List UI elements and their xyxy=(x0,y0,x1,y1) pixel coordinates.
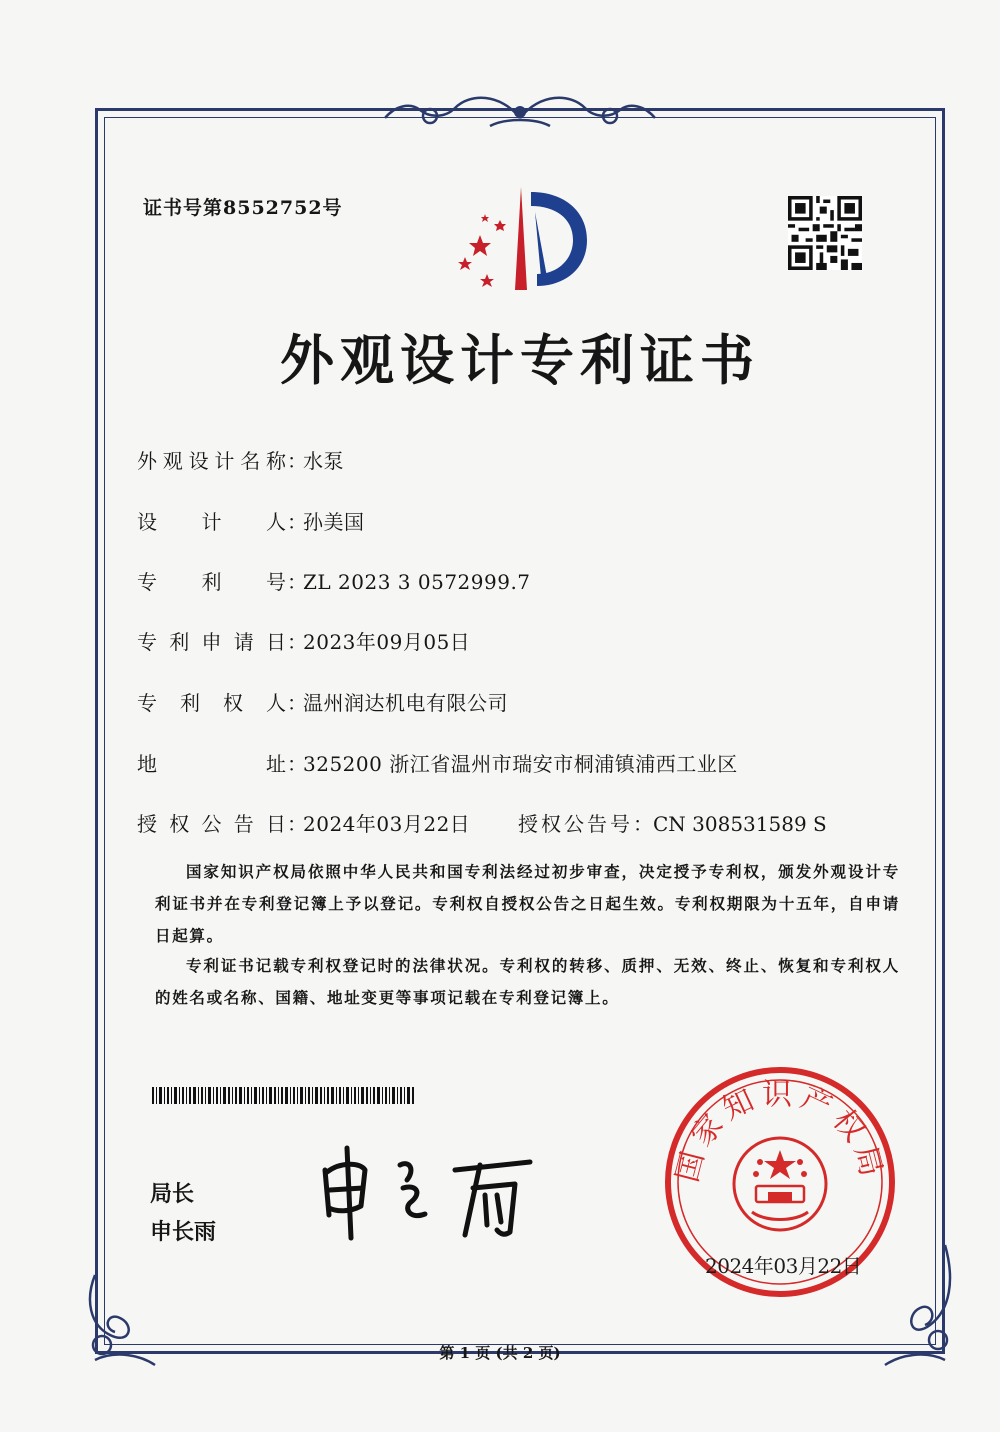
seal-text: 国家知识产权局 xyxy=(669,1077,891,1186)
field-value: 2024年03月22日 xyxy=(303,812,471,836)
signatory-role: 局长 xyxy=(150,1181,195,1207)
seal-date: 2024年03月22日 xyxy=(705,1254,862,1278)
field-label: 设计人 xyxy=(137,510,287,534)
page-indicator: 第 1 页 (共 2 页) xyxy=(439,1344,561,1362)
field-label: 外观设计名称 xyxy=(137,449,287,473)
field-value: 2023年09月05日 xyxy=(303,630,471,654)
field-address: 地址：325200 浙江省温州市瑞安市桐浦镇浦西工业区 xyxy=(137,748,738,777)
handwritten-signature xyxy=(315,1140,545,1250)
field-value: ZL 2023 3 0572999.7 xyxy=(303,570,531,594)
qr-code xyxy=(788,196,862,270)
field-label: 专利申请日 xyxy=(137,630,287,654)
legal-paragraph-2: 专利证书记载专利权登记时的法律状况。专利权的转移、质押、无效、终止、恢复和专利权人的姓名或名称、国籍、地址变更等事项记载在专利登记簿上。 xyxy=(155,956,900,1007)
field-value: 水泵 xyxy=(303,449,344,473)
field-label: 授权公告日 xyxy=(137,812,287,836)
top-ornament xyxy=(370,88,670,138)
certificate-title: 外观设计专利证书 xyxy=(280,328,760,392)
field-grant-date: 授权公告日：2024年03月22日 xyxy=(137,808,470,837)
field-patent-number: 专利号：ZL 2023 3 0572999.7 xyxy=(137,566,531,595)
field-label: 专利号 xyxy=(137,570,287,594)
field-design-name: 外观设计名称：水泵 xyxy=(137,445,344,474)
national-emblem-icon xyxy=(734,1138,826,1230)
field-value: 孙美国 xyxy=(303,510,365,534)
legal-paragraph-1: 国家知识产权局依照中华人民共和国专利法经过初步审查，决定授予专利权，颁发外观设计专利证书并在专利登记簿上予以登记。专利权自授权公告之日起生效。专利权期限为十五年，自申请日起算。 xyxy=(155,862,900,945)
barcode xyxy=(152,1087,414,1104)
cnipa-logo-icon xyxy=(445,182,595,304)
field-value: 325200 浙江省温州市瑞安市桐浦镇浦西工业区 xyxy=(303,752,738,776)
field-designer: 设计人：孙美国 xyxy=(137,506,365,535)
field-patentee: 专利权人：温州润达机电有限公司 xyxy=(137,687,508,716)
field-label: 地址 xyxy=(137,752,287,776)
field-label: 授权公告号 xyxy=(518,812,633,836)
signatory-name: 申长雨 xyxy=(150,1219,217,1245)
certificate-number: 证书号第8552752号 xyxy=(143,197,343,219)
field-label: 专利权人 xyxy=(137,691,287,715)
field-value: CN 308531589 S xyxy=(653,812,827,836)
field-value: 温州润达机电有限公司 xyxy=(303,691,508,715)
field-application-date: 专利申请日：2023年09月05日 xyxy=(137,626,470,655)
field-announcement-number: 授权公告号：CN 308531589 S xyxy=(518,812,827,836)
